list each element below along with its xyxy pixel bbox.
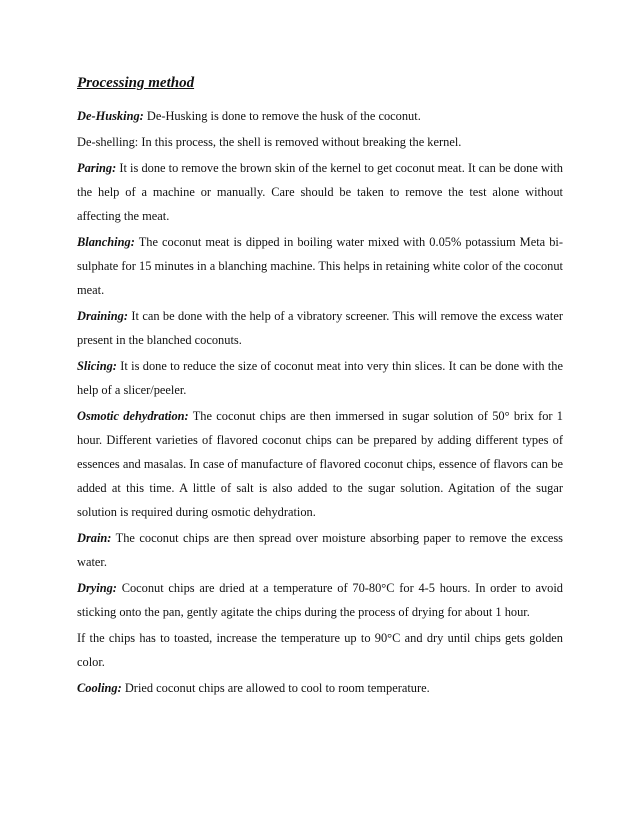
term-de-husking: De-Husking:: [77, 109, 144, 123]
term-drying: Drying:: [77, 581, 117, 595]
paragraph-blanching: [77, 230, 563, 302]
paragraph-drain: [77, 526, 563, 574]
text-paring: It is done to remove the brown skin of the kernel to get coconut meat. It can be done with the help of a machine or manually. Care should be taken to remove the test alone without affecting the meat.: [77, 161, 563, 223]
paragraph-draining: [77, 304, 563, 352]
text-blanching: The coconut meat is dipped in boiling water mixed with 0.05% potassium Meta bi-sulphate for 15 minutes in a blanching machine. This helps in retaining white color of the coconut meat.: [77, 235, 563, 297]
text-de-husking: De-Husking is done to remove the husk of the coconut.: [143, 109, 421, 123]
text-drain: The coconut chips are then spread over moisture absorbing paper to remove the excess water.: [77, 531, 563, 569]
term-draining: Draining:: [77, 309, 128, 323]
text-cooling: Dried coconut chips are allowed to cool to room temperature.: [121, 681, 430, 695]
paragraph-drying: [77, 576, 563, 624]
text-osmotic-dehydration: The coconut chips are then immersed in sugar solution of 50° brix for 1 hour. Different varieties of flavored coconut chips can be prepared by adding different types of essences and masalas. In case of manufacture of flavored coconut chips, essence of flavors can be added at this time. A little of salt is also added to the sugar solution. Agitation of the sugar solution is required during osmotic dehydration.: [77, 409, 564, 519]
section-heading: Processing method: [77, 75, 195, 91]
text-de-shelling: De-shelling: In this process, the shell is removed without breaking the kernel.: [77, 135, 462, 149]
text-slicing: It is done to reduce the size of coconut meat into very thin slices. It can be done with the help of a slicer/peeler.: [77, 359, 563, 397]
document-page: [77, 72, 563, 702]
paragraph-de-husking: [77, 104, 563, 128]
text-toasting: If the chips has to toasted, increase the temperature up to 90°C and dry until chips gets golden color.: [77, 631, 563, 669]
term-slicing: Slicing:: [77, 359, 117, 373]
text-drying: Coconut chips are dried at a temperature of 70-80°C for 4-5 hours. In order to avoid sticking onto the pan, gently agitate the chips during the process of drying for about 1 hour.: [77, 581, 563, 619]
paragraph-cooling: [77, 676, 563, 700]
paragraph-osmotic-dehydration: [77, 404, 563, 524]
term-cooling: Cooling:: [77, 681, 122, 695]
text-draining: It can be done with the help of a vibratory screener. This will remove the excess water present in the blanched coconuts.: [77, 309, 563, 347]
term-blanching: Blanching:: [77, 235, 135, 249]
term-osmotic-dehydration: Osmotic dehydration:: [77, 409, 189, 423]
term-drain: Drain:: [77, 531, 112, 545]
paragraph-toasting: [77, 626, 563, 674]
paragraph-paring: [77, 156, 563, 228]
paragraph-de-shelling: [77, 130, 563, 154]
term-paring: Paring:: [77, 161, 117, 175]
paragraph-slicing: [77, 354, 563, 402]
